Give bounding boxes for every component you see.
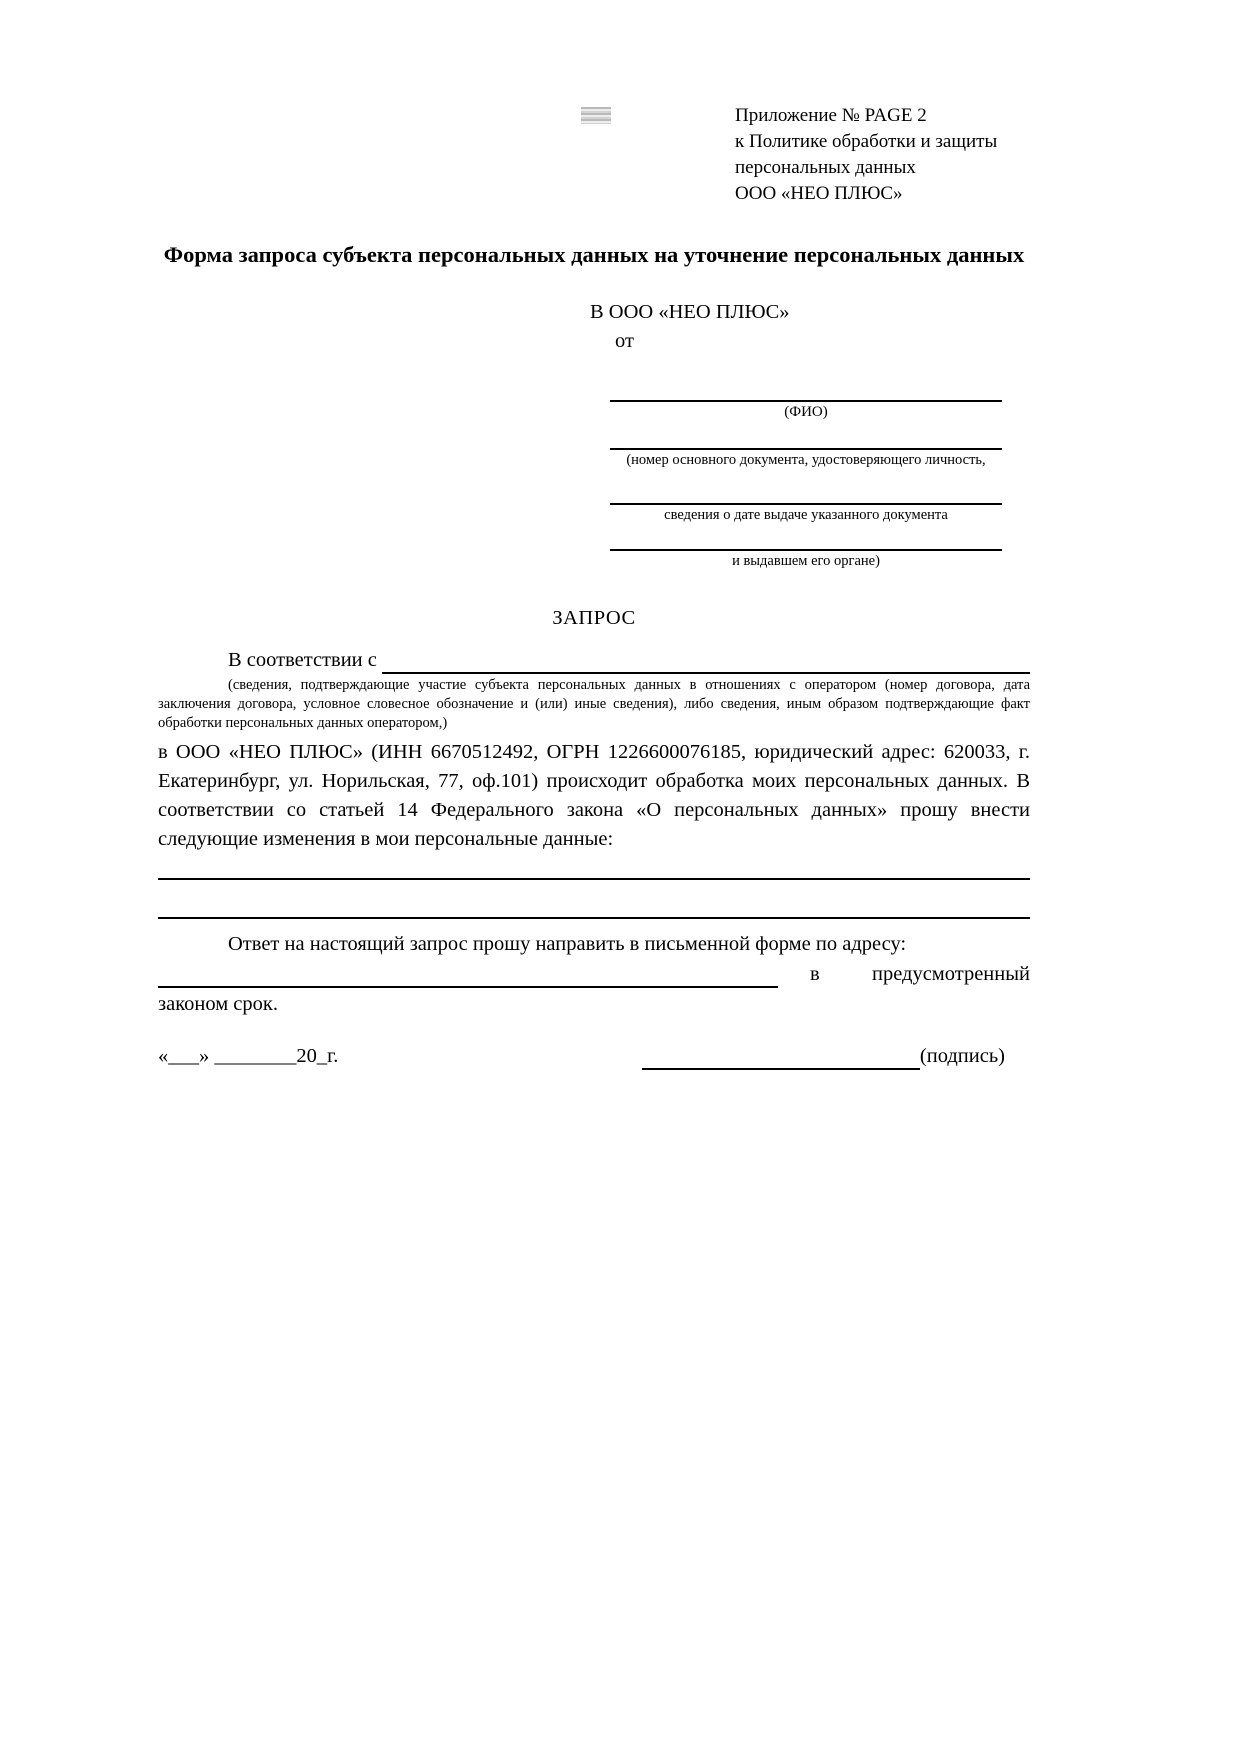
header-line: к Политике обработки и защиты [735,131,998,152]
fio-caption: (ФИО) [784,404,828,420]
changes-blank-line [158,854,1030,880]
signature-row [158,1042,1030,1070]
body-paragraph: в ООО «НЕО ПЛЮС» (ИНН 6670512492, ОГРН 1226600076185, юридический адрес: 620033, г. Екатеринбург, ул. Норильская, 77, оф.101) происходит обработка моих персональных данных. В соответствии со статьей 14 Федерального закона «О персональных данных» прошу внести следующие изменения в мои персональные данные: [158,741,1030,850]
addressee-to: В ООО «НЕО ПЛЮС» [590,301,790,323]
reply-address-line [158,960,1030,988]
date-field: «___» ________20_г. [158,1045,339,1067]
intro-label: В соответствии с [228,649,382,671]
signature-group [642,1042,1005,1070]
document-title: Форма запроса субъекта персональных данных на уточнение персональных данных [163,242,1025,267]
request-heading: ЗАПРОС [552,607,636,629]
reply-word: предусмотренный [871,963,1030,985]
reply-word: в [810,963,820,985]
image-placeholder-icon [581,107,611,124]
basis-footnote: (сведения, подтверждающие участие субъекта персональных данных в отношениях с оператором (номер договора, дата заключения договора, условное словесное обозначение и (или) иные сведения), либо сведения, иным образом подтверждающие факт обработки персональных данных оператором,) [158,677,1030,731]
issuing-authority-caption: и выдавшем его органе) [732,553,880,569]
intro-line [158,646,1030,674]
header-line: ООО «НЕО ПЛЮС» [735,183,903,204]
issue-date-caption: сведения о дате выдаче указанного документа [664,507,948,523]
signature-caption: (подпись) [919,1045,1005,1067]
header-line: Приложение № PAGE 2 [735,105,927,126]
changes-blank-line [158,880,1030,919]
appendix-header [735,103,997,207]
document-number-caption: (номер основного документа, удостоверяющего личность, [626,452,986,468]
header-line: персональных данных [735,157,916,178]
reply-paragraph: Ответ на настоящий запрос прошу направить в письменной форме по адресу: [228,933,907,955]
document-content [158,0,1030,1070]
addressee-from-label: от [615,330,634,352]
reply-term-line: законом срок. [158,993,278,1015]
addressee-block [590,299,1004,571]
address-blank-line [158,960,778,988]
header-row [158,103,1030,203]
basis-blank-line [382,646,1030,674]
signature-blank-line [642,1042,920,1070]
